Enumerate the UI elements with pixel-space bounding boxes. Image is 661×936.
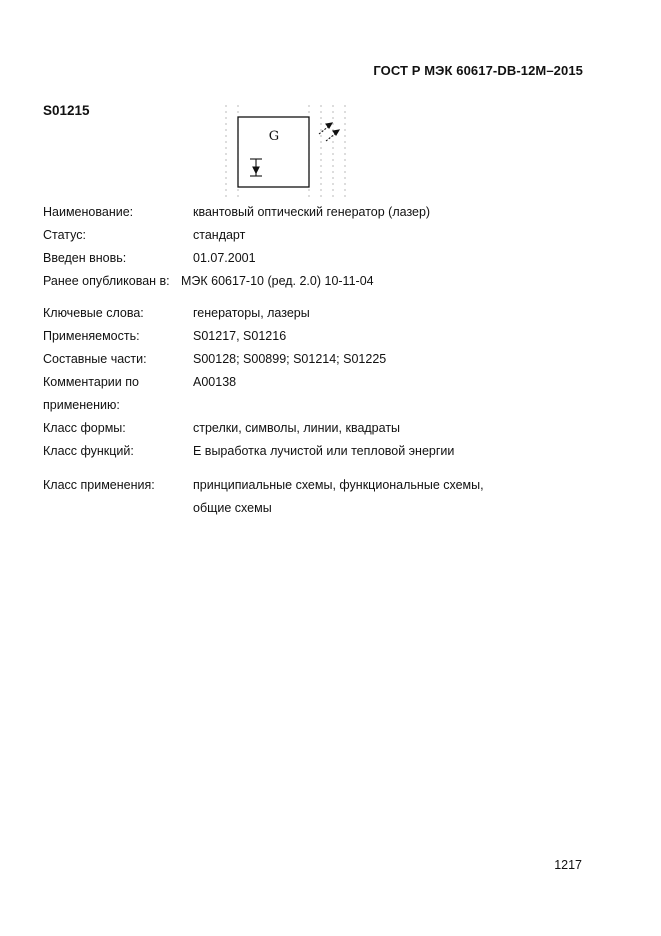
grid-dot [237,105,238,106]
grid-dot [225,141,226,142]
grid-dot [344,105,345,106]
grid-dot [332,177,333,178]
grid-dot [344,141,345,142]
attr-label: применению: [43,398,120,412]
grid-dot [225,171,226,172]
grid-dot [332,105,333,106]
attr-row-comments [43,374,603,420]
grid-dot [225,105,226,106]
attr-row-function-class [43,443,603,466]
grid-dot [344,195,345,196]
grid-dot [344,135,345,136]
grid-dot [332,111,333,112]
grid-dot [320,105,321,106]
attr-value: стандарт [193,228,246,242]
grid-dot [332,195,333,196]
grid-dot [320,141,321,142]
grid-dot [320,129,321,130]
attr-label: Наименование: [43,205,134,219]
grid-dot [344,165,345,166]
grid-dot [344,147,345,148]
attr-row-shape-class [43,420,603,443]
grid-dot [225,177,226,178]
radiation-arrows-icon [319,123,339,141]
attr-label: Комментарии по [43,375,139,389]
grid-dot [320,177,321,178]
grid-dot [225,153,226,154]
grid-dot [225,129,226,130]
output-arrow-icon [250,159,262,176]
grid-dot [320,171,321,172]
grid-dot [320,147,321,148]
laser-generator-symbol-icon [222,104,352,200]
attr-row-status [43,227,603,250]
attr-value: E выработка лучистой или тепловой энергии [193,444,455,458]
grid-dot [332,153,333,154]
grid-dot [320,165,321,166]
attr-label: Составные части: [43,352,147,366]
grid-dot [308,111,309,112]
grid-dot [344,129,345,130]
grid-dot [320,117,321,118]
attr-label: Введен вновь: [43,251,127,265]
grid-dot [225,183,226,184]
attr-row-introduced [43,250,603,273]
attributes-table [43,204,603,523]
grid-dot [225,117,226,118]
grid-dot [237,195,238,196]
grid-dot [225,189,226,190]
grid-dot [320,189,321,190]
grid-dot [237,189,238,190]
grid-dot [320,159,321,160]
attr-label: Статус: [43,228,86,242]
attr-value: S01217, S01216 [193,329,287,343]
grid-dot [320,195,321,196]
grid-dot [320,153,321,154]
grid-dot [308,189,309,190]
grid-dot [308,105,309,106]
grid-dot [320,123,321,124]
grid-dot [332,117,333,118]
attr-row-name [43,204,603,227]
grid-dot [344,177,345,178]
attr-row-published [43,273,603,296]
grid-dot [237,111,238,112]
attr-value: A00138 [193,375,237,389]
page-number: 1217 [554,858,582,872]
attr-value: квантовый оптический генератор (лазер) [193,205,431,219]
attr-value: принципиальные схемы, функциональные схемы, [193,478,484,492]
attr-label: Класс применения: [43,478,155,492]
attr-value: генераторы, лазеры [193,306,310,320]
grid-dot [320,111,321,112]
grid-dot [332,171,333,172]
grid-dot [332,159,333,160]
attr-row-applicability [43,328,603,351]
standard-header: ГОСТ Р МЭК 60617-DB-12M–2015 [373,63,583,78]
grid-dot [308,195,309,196]
attr-value: МЭК 60617-10 (ред. 2.0) 10-11-04 [181,274,374,288]
attr-value: стрелки, символы, линии, квадраты [193,421,401,435]
generator-box [238,117,309,187]
grid-dot [225,195,226,196]
grid-dot [225,165,226,166]
grid-dot [344,159,345,160]
grid-dot [344,117,345,118]
attr-label: Ключевые слова: [43,306,144,320]
grid-dot [320,135,321,136]
grid-dot [225,123,226,124]
grid-dot [332,141,333,142]
grid-dot [344,189,345,190]
attr-value: 01.07.2001 [193,251,256,265]
attr-row-components [43,351,603,374]
symbol-code: S01215 [43,103,90,118]
grid-dot [225,111,226,112]
grid-dot [344,123,345,124]
grid-dot [344,153,345,154]
attr-label: Класс формы: [43,421,126,435]
grid-dot [225,147,226,148]
grid-dot [344,171,345,172]
grid-dots [225,105,345,196]
grid-dot [225,135,226,136]
attr-value: общие схемы [193,501,272,515]
attr-label: Применяемость: [43,329,140,343]
generator-letter: G [268,129,280,144]
grid-dot [332,123,333,124]
grid-dot [320,183,321,184]
attr-row-keywords [43,305,603,328]
grid-dot [344,183,345,184]
attr-row-application-class [43,477,603,523]
grid-dot [332,147,333,148]
attr-label: Класс функций: [43,444,134,458]
grid-dot [332,183,333,184]
grid-dot [225,159,226,160]
grid-dot [332,189,333,190]
grid-dot [332,165,333,166]
attr-label: Ранее опубликован в: [43,274,170,288]
attr-value: S00128; S00899; S01214; S01225 [193,352,387,366]
grid-dot [344,111,345,112]
